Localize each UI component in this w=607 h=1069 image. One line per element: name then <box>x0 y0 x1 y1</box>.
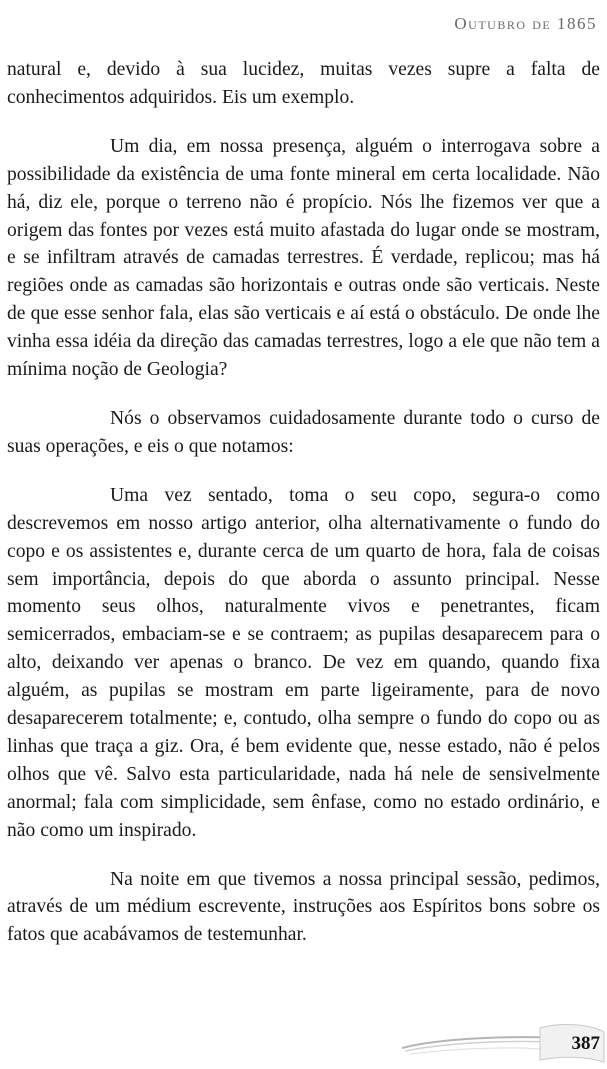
paragraph-3: Nós o observamos cuidadosamente durante todo o curso de suas operações, e eis o que notamos: <box>7 407 600 457</box>
page-number: 387 <box>571 1033 600 1054</box>
paragraph-5: Na noite em que tivemos a nossa principal sessão, pedimos, através de um médium escrevente, instruções aos Espíritos bons sobre os fatos que acabávamos de testemunhar. <box>7 868 600 946</box>
page-footer <box>0 1018 607 1069</box>
page-body <box>7 56 600 970</box>
paragraph-1: natural e, devido à sua lucidez, muitas vezes supre a falta de conhecimentos adquiridos. Eis um exemplo. <box>7 59 600 108</box>
paragraph-2: Um dia, em nossa presença, alguém o interrogava sobre a possibilidade da existência de uma fonte mineral em certa localidade. Não há, diz ele, porque o terreno não é propício. Nós lhe fizemos ver que a origem das fontes por vezes está muito afastada do lugar onde se mostram, e se infiltram através de camadas terrestres. É verdade, replicou; mas há regiões onde as camadas são horizontais e outras onde são verticais. Neste de que esse senhor fala, elas são verticais e aí está o obstáculo. De onde lhe vinha essa idéia da direção das camadas terrestres, logo a ele que não tem a mínima noção de Geologia? <box>7 135 600 381</box>
swoosh-ornament-icon <box>0 1018 607 1069</box>
running-header: Outubro de 1865 <box>454 14 597 33</box>
paragraph-4: Uma vez sentado, toma o seu copo, segura-o como descrevemos em nosso artigo anterior, olha alternativamente o fundo do copo e os assistentes e, durante cerca de um quarto de hora, fala de coisas sem importância, depois do que aborda o assunto principal. Nesse momento seus olhos, naturalmente vivos e penetrantes, ficam semicerrados, embaciam-se e se contraem; as pupilas desaparecem para o alto, deixando ver apenas o branco. De vez em quando, quando fixa alguém, as pupilas se mostram em parte ligeiramente, para de novo desaparecerem totalmente; e, contudo, olha sempre o fundo do copo ou as linhas que traça a giz. Ora, é bem evidente que, nesse estado, não é pelos olhos que vê. Salvo esta particularidade, nada há nele de sensivelmente anormal; fala com simplicidade, sem ênfase, como no estado ordinário, e não como um inspirado. <box>7 484 600 841</box>
